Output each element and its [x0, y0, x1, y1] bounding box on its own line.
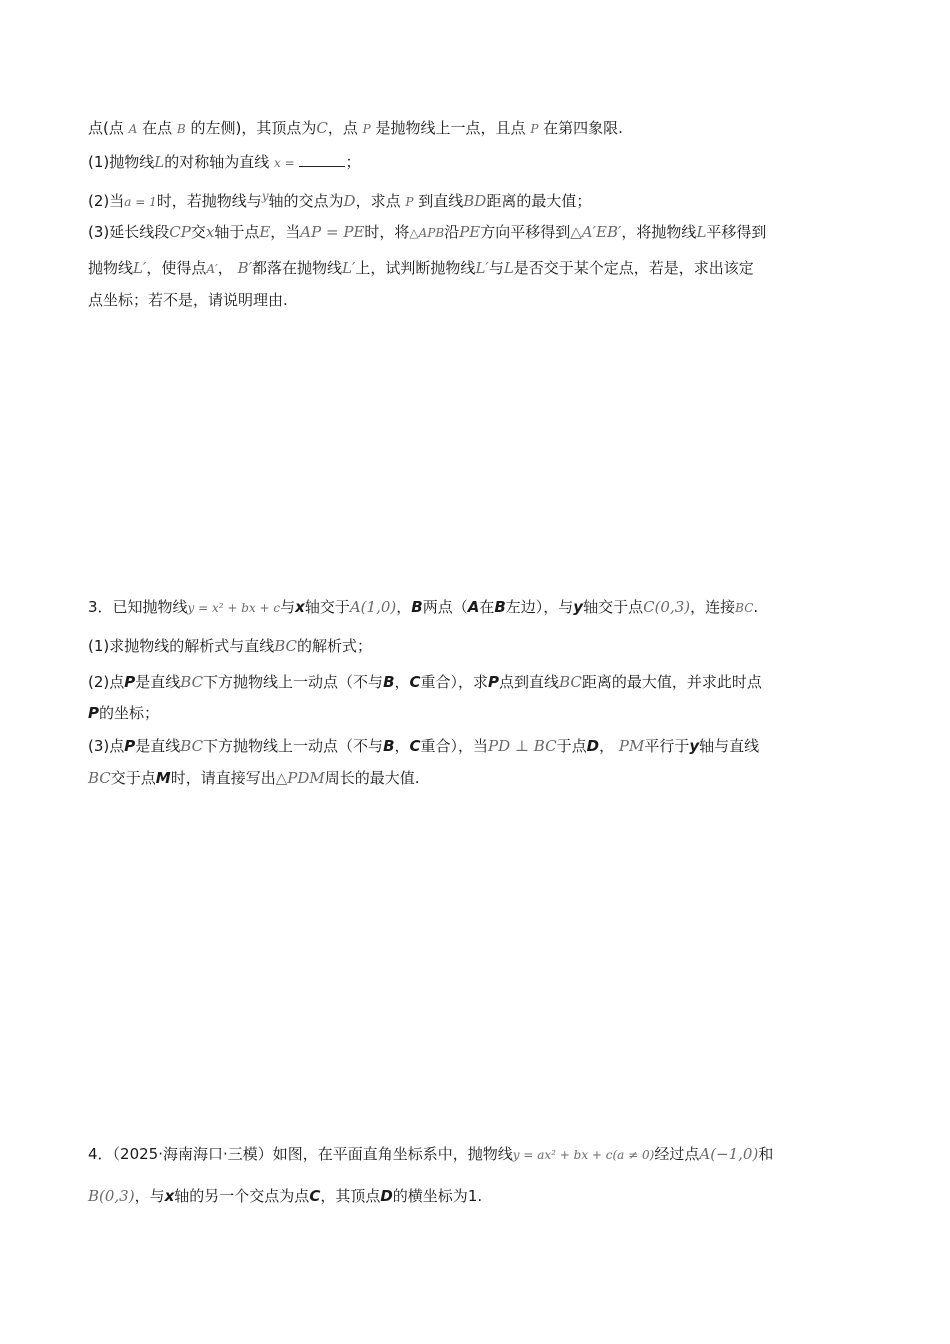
text: ，: [394, 673, 410, 691]
text: 方向平移得到: [480, 223, 571, 241]
text: ，求点: [355, 192, 401, 210]
math-x: x: [205, 223, 215, 241]
text: 是直线: [135, 673, 181, 691]
text: 在: [479, 598, 495, 616]
math-B: B: [383, 737, 395, 755]
answer-blank: [299, 152, 345, 167]
text: ，: [217, 259, 233, 277]
text: 点: [108, 119, 124, 137]
text: ，其顶点: [320, 1187, 381, 1205]
text: 在第四象限.: [543, 119, 623, 137]
text: 的对称轴为直线: [164, 153, 270, 171]
math-P: P: [88, 704, 99, 722]
text: 交于点: [110, 769, 156, 787]
text: 的解析式；: [297, 637, 373, 655]
text: .: [477, 1187, 483, 1205]
text: 轴的另一个交点为点: [174, 1187, 310, 1205]
math-C: C: [309, 1187, 321, 1205]
text: 轴交于: [304, 598, 350, 616]
math-equation: y = x² + bx + c: [187, 601, 281, 615]
text: 的横坐标为: [392, 1187, 468, 1205]
text: 沿: [444, 223, 460, 241]
math-L: L: [503, 259, 514, 277]
text: 距离的最大值；: [486, 192, 592, 210]
math-B: B: [176, 122, 186, 136]
text: 两点（: [422, 598, 468, 616]
math-A-prime: A′: [206, 262, 218, 276]
text: 的坐标；: [99, 704, 160, 722]
text: (1)求抛物线的解析式与直线: [88, 637, 275, 655]
text: 与: [488, 259, 504, 277]
text: 平移得到: [706, 223, 767, 241]
text: 点到直线: [499, 673, 560, 691]
math-L: L: [696, 223, 707, 241]
text: 是抛物线上一点，且点: [375, 119, 526, 137]
math-BC: BC: [180, 737, 204, 755]
text: 时，将: [364, 223, 410, 241]
math-L-prime: L′: [342, 259, 356, 277]
math-BC: BC: [735, 601, 754, 615]
text: 左边），与: [505, 598, 574, 616]
text: 上，试判断抛物线: [355, 259, 476, 277]
text: ，当: [270, 223, 301, 241]
math-PD-perp-BC: PD ⊥ BC: [488, 737, 557, 755]
text: 3．已知抛物线: [88, 598, 188, 616]
p2-q2-line: [88, 186, 591, 212]
p4-line2: [88, 1186, 482, 1206]
text: ，: [599, 737, 615, 755]
math-P: P: [530, 122, 539, 136]
math-BC: BC: [274, 637, 298, 655]
math-y: y: [573, 598, 584, 616]
text: 轴交于点: [583, 598, 644, 616]
text: 4．（2025·海南海口·三模）如图，在平面直角坐标系中，抛物线: [88, 1145, 513, 1163]
math-L-prime: L′: [475, 259, 489, 277]
text: 点坐标；若不是，请说明理由.: [88, 291, 288, 309]
math-C: C: [409, 737, 421, 755]
text: 轴于点: [214, 223, 260, 241]
math-equation: y = ax² + bx + c(a ≠ 0): [512, 1148, 655, 1162]
text: 交: [190, 223, 206, 241]
text: 抛物线: [88, 259, 134, 277]
text: 与: [280, 598, 296, 616]
text: 时，若抛物线与: [156, 192, 262, 210]
math-x: x: [164, 1187, 175, 1205]
math-x-eq: x =: [274, 156, 295, 170]
p3-q3-line1: [88, 736, 759, 756]
text: 的左侧)，其顶点为: [190, 119, 317, 137]
p2-q3-line1: [88, 222, 766, 243]
text: (3)延长线段: [88, 223, 170, 241]
p2-q1-line: [88, 152, 360, 173]
text: ，: [394, 737, 410, 755]
p4-line1: [88, 1144, 773, 1165]
text: 轴与直线: [699, 737, 760, 755]
p3-q2-line1: [88, 672, 762, 692]
math-L-prime: L′: [133, 259, 147, 277]
text: .: [753, 598, 759, 616]
text: 距离的最大值，并求此时点: [581, 673, 762, 691]
text: 经过点: [654, 1145, 700, 1163]
text: 点(: [88, 119, 109, 137]
text: 重合），求: [420, 673, 489, 691]
math-P: P: [124, 673, 136, 691]
math-BC: BC: [559, 673, 582, 691]
math-C: C: [409, 673, 421, 691]
math-CP: CP: [169, 223, 191, 241]
text: (2)点: [88, 673, 125, 691]
math-BC: BC: [180, 673, 204, 691]
text: 是否交于某个定点，若是，求出该定: [513, 259, 754, 277]
text: 下方抛物线上一动点（不与: [203, 737, 384, 755]
p2-q3-line2: [88, 258, 754, 279]
math-D: D: [586, 737, 600, 755]
math-PE: PE: [459, 223, 481, 241]
text: 都落在抛物线: [252, 259, 343, 277]
math-P: P: [124, 737, 136, 755]
math-A-1-0: A(1,0): [349, 598, 397, 616]
text: 和: [758, 1145, 774, 1163]
math-L: L: [154, 153, 165, 171]
text: 时，请直接写出: [170, 769, 276, 787]
text: 重合），当: [420, 737, 489, 755]
math-D: D: [380, 1187, 393, 1205]
math-P: P: [488, 673, 500, 691]
math-B: B: [411, 598, 423, 616]
text: ，: [396, 598, 412, 616]
math-D: D: [343, 192, 356, 210]
math-AP-PE: AP = PE: [300, 223, 365, 241]
math-B: B: [383, 673, 395, 691]
math-C-0-3: C(0,3): [643, 598, 691, 616]
math-y: y: [261, 189, 269, 203]
math-y: y: [689, 737, 700, 755]
text: 周长的最大值.: [324, 769, 420, 787]
math-triangle-APB: △APB: [409, 226, 445, 240]
text: (1)抛物线: [88, 153, 155, 171]
math-P: P: [362, 122, 371, 136]
p3-intro-line: [88, 597, 758, 618]
text: 到直线: [418, 192, 464, 210]
math-M: M: [155, 769, 171, 787]
math-A: A: [128, 122, 138, 136]
text: ，将抛物线: [621, 223, 697, 241]
math-E: E: [259, 223, 271, 241]
text: (2)当: [88, 192, 125, 210]
text: 下方抛物线上一动点（不与: [203, 673, 384, 691]
text: 平行于: [644, 737, 690, 755]
p2-q3-line3: [88, 290, 288, 310]
math-x: x: [295, 598, 305, 616]
math-triangle-PDM: △PDM: [275, 769, 325, 787]
text: 在点: [142, 119, 173, 137]
text: ，点: [327, 119, 358, 137]
text: 1: [467, 1187, 478, 1205]
math-B: B: [494, 598, 506, 616]
p3-q2-line2: [88, 703, 159, 723]
p3-q1-line: [88, 636, 372, 656]
math-B-prime: B′: [237, 259, 253, 277]
math-C: C: [316, 119, 328, 137]
math-P: P: [405, 195, 414, 209]
text: ，使得点: [146, 259, 207, 277]
math-triangle-AEB: △A′EB′: [570, 223, 622, 241]
text: ，与: [134, 1187, 165, 1205]
math-BD: BD: [463, 192, 487, 210]
p3-q3-line2: [88, 768, 420, 788]
math-BC: BC: [88, 769, 111, 787]
text: ；: [345, 153, 361, 171]
text: 是直线: [135, 737, 181, 755]
p2-intro-line: [88, 118, 623, 139]
math-A-neg1-0: A(−1,0): [699, 1145, 759, 1163]
math-A: A: [467, 598, 480, 616]
text: ，连接: [690, 598, 736, 616]
math-a-eq: a = 1: [124, 195, 157, 209]
text: 于点: [556, 737, 587, 755]
text: (3)点: [88, 737, 125, 755]
math-PM: PM: [618, 737, 645, 755]
math-B-0-3: B(0,3): [88, 1187, 135, 1205]
text: 轴的交点为: [268, 192, 344, 210]
